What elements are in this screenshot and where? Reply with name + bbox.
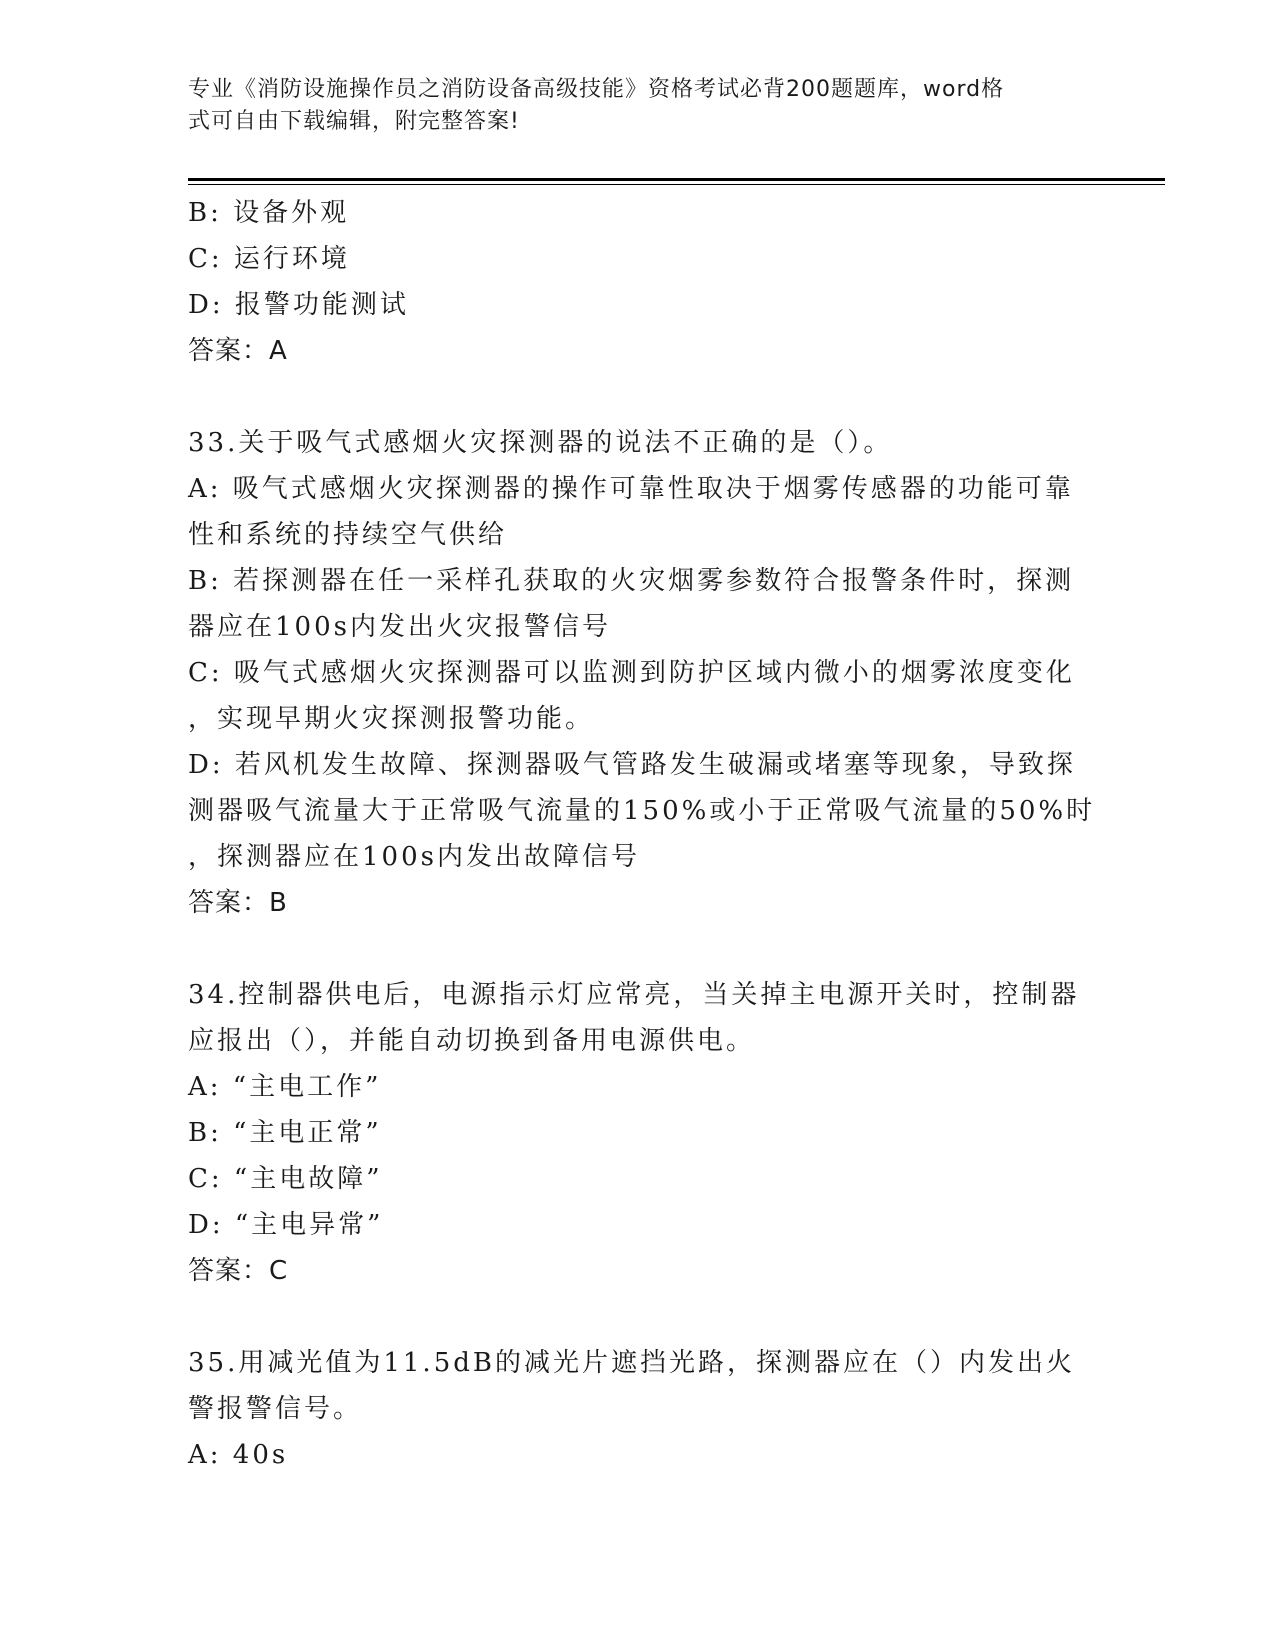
question-content — [188, 190, 1096, 1478]
question-35 — [188, 1340, 1088, 1478]
q32-option-d: D: 报警功能测试 — [188, 290, 409, 320]
q33-option-b-line-2: 器应在100s内发出火灾报警信号 — [188, 612, 611, 642]
q33-option-d-line-2: 测器吸气流量大于正常吸气流量的150%或小于正常吸气流量的50%时 — [188, 796, 1096, 826]
q34-option-c: C: “主电故障” — [188, 1164, 383, 1194]
spacer — [188, 926, 1088, 972]
q32-answer: 答案：A — [188, 336, 288, 366]
q33-option-c-line-2: ，实现早期火灾探测报警功能。 — [188, 704, 595, 734]
spacer — [188, 1294, 1088, 1340]
q34-option-d: D: “主电异常” — [188, 1210, 384, 1240]
q33-option-d-line-1: D: 若风机发生故障、探测器吸气管路发生破漏或堵塞等现象，导致探 — [188, 750, 1076, 780]
spacer — [188, 374, 1088, 420]
question-32-continued — [188, 190, 1088, 374]
q33-answer: 答案：B — [188, 888, 288, 918]
q32-option-c: C: 运行环境 — [188, 244, 350, 274]
q34-option-b: B: “主电正常” — [188, 1118, 382, 1148]
q35-stem-line-1: 35.用减光值为11.5dB的减光片遮挡光路，探测器应在（）内发出火 — [188, 1348, 1075, 1378]
q34-option-a: A: “主电工作” — [188, 1072, 382, 1102]
question-34 — [188, 972, 1088, 1294]
q33-option-b-line-1: B: 若探测器在任一采样孔获取的火灾烟雾参数符合报警条件时，探测 — [188, 566, 1075, 596]
q33-stem: 33.关于吸气式感烟火灾探测器的说法不正确的是（）。 — [188, 428, 893, 458]
q34-answer: 答案：C — [188, 1256, 289, 1286]
header-rule-thick — [188, 178, 1165, 181]
document-header — [188, 74, 1088, 138]
question-33 — [188, 420, 1096, 926]
q33-option-c-line-1: C: 吸气式感烟火灾探测器可以监测到防护区域内微小的烟雾浓度变化 — [188, 658, 1075, 688]
q33-option-d-line-3: ，探测器应在100s内发出故障信号 — [188, 842, 640, 872]
q35-option-a: A: 40s — [188, 1440, 289, 1470]
q34-stem-line-1: 34.控制器供电后，电源指示灯应常亮，当关掉主电源开关时，控制器 — [188, 980, 1080, 1010]
q35-stem-line-2: 警报警信号。 — [188, 1394, 363, 1424]
q33-option-a-line-1: A: 吸气式感烟火灾探测器的操作可靠性取决于烟雾传感器的功能可靠 — [188, 474, 1074, 504]
q32-option-b: B: 设备外观 — [188, 198, 350, 228]
header-line-1: 专业《消防设施操作员之消防设备高级技能》资格考试必背200题题库，word格 — [188, 77, 1005, 102]
header-line-2: 式可自由下载编辑，附完整答案! — [188, 109, 520, 134]
header-rule-thin — [188, 184, 1165, 185]
q34-stem-line-2: 应报出（），并能自动切换到备用电源供电。 — [188, 1026, 756, 1056]
q33-option-a-line-2: 性和系统的持续空气供给 — [188, 520, 508, 550]
